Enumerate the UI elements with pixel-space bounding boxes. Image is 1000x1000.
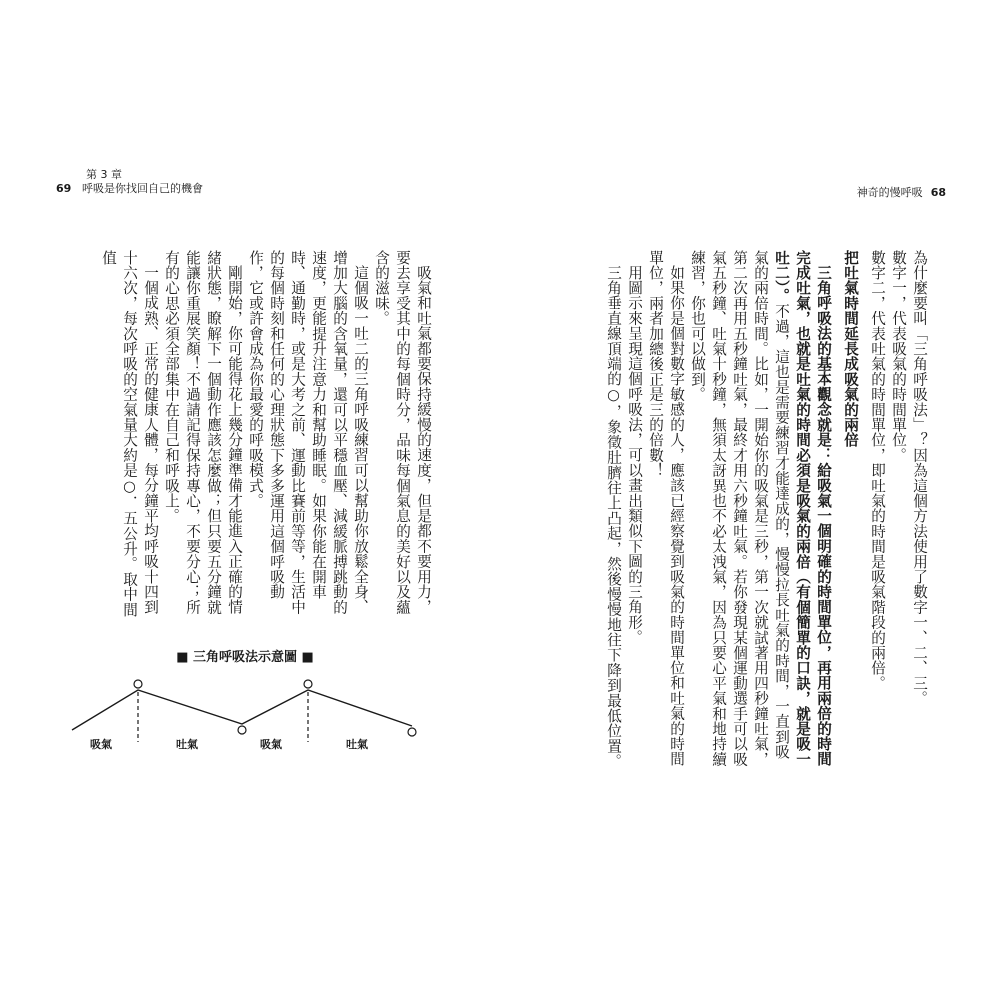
chapter-label: 第 3 章 bbox=[86, 168, 122, 181]
peak-circle bbox=[134, 680, 142, 688]
diagram-graphic bbox=[60, 668, 430, 748]
low-circle bbox=[408, 728, 416, 736]
emphasis: 三角呼吸法的基本觀念就是：給吸氣一個明確的時間單位，再用兩倍的時間完成吐氣，也就是吐氣的時間必須是吸氣的兩倍（有個簡單的口訣，就是吸一吐二）。 bbox=[773, 250, 832, 767]
left-page-text bbox=[64, 250, 434, 620]
low-circle bbox=[238, 726, 246, 734]
diagram-title: ■ 三角呼吸法示意圖 ■ bbox=[176, 650, 314, 665]
breath-wave-line bbox=[72, 690, 412, 730]
peak-circle bbox=[304, 680, 312, 688]
header-left bbox=[56, 168, 203, 196]
phase-label-exhale: 吐氣 bbox=[176, 738, 198, 751]
book-title: 神奇的慢呼吸 bbox=[856, 186, 923, 199]
paragraph: 吸氣和吐氣都要保持緩慢的速度，但是都不要用力，要去享受其中的每個時分，品味每個氣息的美好以及蘊含的滋味。 bbox=[373, 250, 432, 615]
text-line: 為什麼要叫「三角呼吸法」？因為這個方法使用了數字一、二、三。 bbox=[911, 250, 928, 706]
page-number-right: 68 bbox=[930, 186, 946, 199]
paragraph: 三角垂直線頂端的○，象徵肚臍往上凸起，然後慢慢地往下降到最低位置。 bbox=[605, 264, 622, 769]
paragraph: 用圖示來呈現這個呼吸法，可以畫出類似下圖的三角形。 bbox=[626, 264, 643, 645]
chapter-title: 呼吸是你找回自己的機會 bbox=[82, 182, 203, 195]
text-line: 數字一，代表吸氣的時間單位。 bbox=[890, 250, 907, 463]
paragraph: 這個吸一吐二的三角呼吸練習可以幫助你放鬆全身、增加大腦的含氧量，還可以平穩血壓、減緩脈搏跳動的速度，更能提升注意力和幫助睡眠。如果你能在開車時、通勤時，或是大考之前、運動比賽前等等，生活中的每個時刻和任何的心理狀態下多多運用這個呼吸動作，它或許會成為你最愛的呼吸模式。 bbox=[247, 250, 369, 615]
paragraph: 剛開始，你可能得花上幾分鐘準備才能進入正確的情緒狀態，瞭解下一個動作應該怎麼做；但只要五分鐘就能讓你重展笑顏！不過請記得保持專心，不要分心；所有的心思必須全部集中在自己和呼吸上。 bbox=[163, 250, 243, 615]
paragraph: 一個成熟、正常的健康人體，每分鐘平均呼吸十四到十六次，每次呼吸的空氣量大約是○．五公升。取中間值 bbox=[100, 250, 159, 618]
right-page-text bbox=[603, 250, 930, 770]
paragraph: 如果你是個對數字敏感的人，應該已經察覺到吸氣的時間單位和吐氣的時間單位，兩者加總後正是三的倍數！ bbox=[647, 250, 685, 767]
triangle-breathing-diagram bbox=[60, 640, 430, 770]
phase-label-inhale: 吸氣 bbox=[90, 738, 112, 751]
phase-label-inhale: 吸氣 bbox=[260, 738, 282, 751]
paragraph-rest: 不過，這也是需要練習才能達成的，慢慢拉長吐氣的時間，一直到吸氣的兩倍時間。比如，一開始你的吸氣是三秒，第一次就試著用四秒鐘吐氣，第二次再用五秒鐘吐氣，最終才用六秒鐘吐氣。若你發現某個運動選手可以吸氣五秒鐘、吐氣十秒鐘，無須太訝異也不必太洩氣，因為只要心平氣和地持續練習，你也可以做到。 bbox=[689, 250, 790, 767]
header-right bbox=[857, 186, 946, 200]
text-line: 數字二，代表吐氣的時間單位，即吐氣的時間是吸氣階段的兩倍。 bbox=[869, 250, 886, 691]
phase-label-exhale: 吐氣 bbox=[346, 738, 368, 751]
paragraph bbox=[687, 250, 834, 770]
page-number-left: 69 bbox=[56, 182, 72, 195]
section-heading: 把吐氣時間延長成吸氣的兩倍 bbox=[842, 250, 859, 448]
